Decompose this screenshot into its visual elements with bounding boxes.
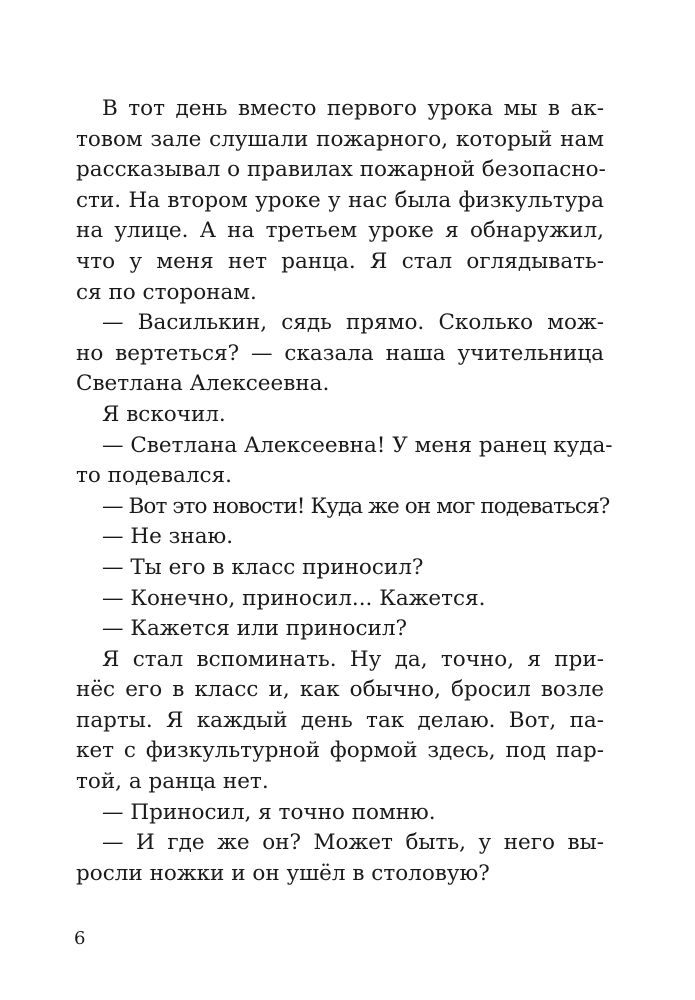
text-line: — Ты его в класс приносил? [102,554,424,580]
text-line: то подевался. [76,463,232,489]
text-line: — Вот это новости! Куда же он мог подеваться? [102,493,610,519]
text-line: той, а ранца нет. [76,769,269,795]
text-line: — Светлана Алексеевна! У меня ранец куда- [102,432,613,458]
text-line: — Не знаю. [102,524,234,550]
text-line: парты. Я каждый день так делаю. Вот, па- [76,707,604,733]
text-line: кет с физкультурной формой здесь, под пар- [76,738,604,764]
text-line: — И где же он? Может быть, у него вы- [102,830,604,856]
text-line: Светлана Алексеевна. [76,371,330,397]
body-text [76,94,613,889]
text-line: но вертеться? — сказала наша учительница [76,340,604,366]
text-line: сти. На втором уроке у нас была физкультура [76,187,604,213]
text-line: на улице. А на третьем уроке я обнаружил, [76,218,604,244]
text-line: — Конечно, приносил... Кажется. [102,585,486,611]
page-number: 6 [74,928,86,949]
text-line: что у меня нет ранца. Я стал оглядывать- [76,248,604,274]
text-line: Я вскочил. [102,401,226,427]
text-line: ся по сторонам. [76,279,257,305]
text-line: нёс его в класс и, как обычно, бросил возле [76,677,604,703]
text-line: В тот день вместо первого урока мы в ак- [102,96,604,121]
text-line: — Василькин, сядь прямо. Сколько мож- [102,310,604,336]
text-line: — Кажется или приносил? [102,616,408,642]
text-line: росли ножки и он ушёл в столовую? [76,860,490,886]
text-line: Я стал вспоминать. Ну да, точно, я при- [102,646,604,672]
text-line: рассказывал о правилах пожарной безопасно- [76,157,606,183]
text-line: товом зале слушали пожарного, который нам [76,126,604,152]
text-line: — Приносил, я точно помню. [102,799,436,825]
